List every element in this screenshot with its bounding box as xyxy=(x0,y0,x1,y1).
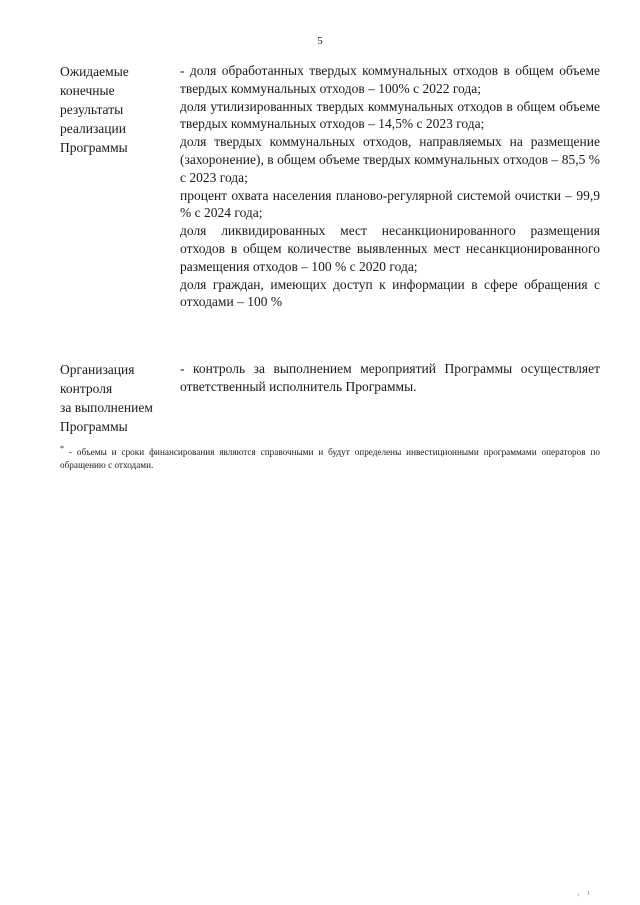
control-content xyxy=(180,360,600,436)
result-item-utilized-waste: доля утилизированных твердых коммунальных отходов в общем объеме твердых коммунальных отходов – 14,5% с 2023 года; xyxy=(180,98,600,132)
control-text: - контроль за выполнением мероприятий Программы осуществляет ответственный исполнитель Программы. xyxy=(180,361,600,394)
footnote xyxy=(60,443,600,471)
label-line: контроля xyxy=(60,381,113,396)
footnote-text: - объемы и сроки финансирования являются справочными и будут определены инвестиционными программами операторов по обращению с отходами. xyxy=(60,447,600,470)
label-line: Ожидаемые xyxy=(60,64,129,79)
result-item-information-access: доля граждан, имеющих доступ к информации в сфере обращения с отходами – 100 % xyxy=(180,276,600,310)
scan-artifact: ‚ ı xyxy=(577,888,593,897)
result-item-processed-waste: - доля обработанных твердых коммунальных отходов в общем объеме твердых коммунальных отходов – 100% с 2022 года; xyxy=(180,63,600,96)
label-line: Программы xyxy=(60,419,128,434)
label-line: Программы xyxy=(60,140,128,155)
result-item-eliminated-dumps: доля ликвидированных мест несанкционированного размещения отходов в общем количестве выявленных мест несанкционированного размещения отходов – 100 % с 2020 года; xyxy=(180,223,600,274)
expected-results-section xyxy=(60,62,600,311)
result-item-coverage: процент охвата населения планово-регулярной системой очистки – 99,9 % с 2024 года; xyxy=(180,187,600,221)
control-section xyxy=(60,360,600,436)
expected-results-label xyxy=(60,62,175,311)
label-line: за выполнением xyxy=(60,400,153,415)
label-line: конечные xyxy=(60,83,115,98)
result-item-landfilled-waste: доля твердых коммунальных отходов, направляемых на размещение (захоронение), в общем объеме твердых коммунальных отходов – 85,5 % с 2023 года; xyxy=(180,134,600,185)
label-line: результаты xyxy=(60,102,124,117)
label-line: реализации xyxy=(60,121,126,136)
footnote-mark: * xyxy=(60,443,64,453)
page-number: 5 xyxy=(317,35,323,47)
control-label xyxy=(60,360,175,436)
expected-results-content xyxy=(180,62,600,311)
label-line: Организация xyxy=(60,362,135,377)
